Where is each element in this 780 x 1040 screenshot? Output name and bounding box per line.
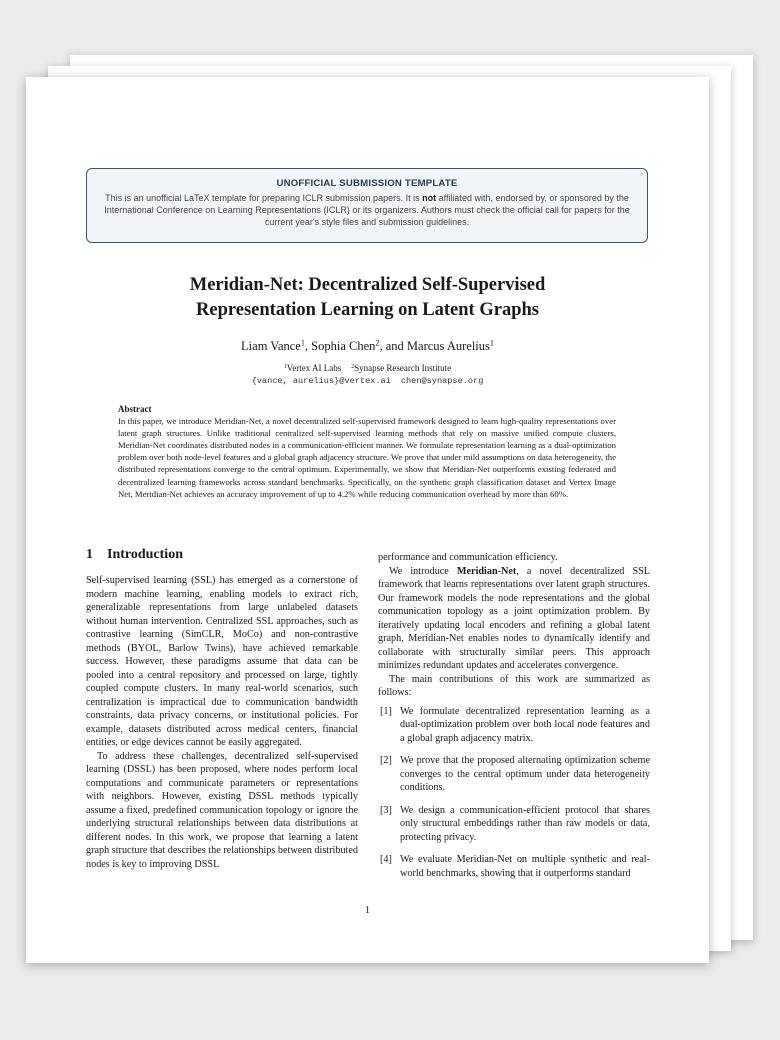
author-affil-mark: 1 <box>300 338 305 348</box>
section-title: Introduction <box>107 547 183 562</box>
affil-mark: 1 <box>283 363 287 370</box>
paper-page <box>26 77 709 963</box>
right-column <box>378 551 650 889</box>
paragraph: performance and communication efficiency. <box>378 552 558 563</box>
section-heading <box>86 547 183 563</box>
author-separator: , and <box>379 339 407 353</box>
list-item <box>378 705 650 746</box>
method-name: Meridian-Net <box>456 565 517 577</box>
notice-text: This is an unofficial LaTeX template for preparing ICLR submission papers. It is <box>105 193 423 203</box>
left-column <box>86 574 358 871</box>
author-affil-mark: 1 <box>489 338 494 348</box>
abstract-text: In this paper, we introduce Meridian-Net, a novel decentralized self-supervised framework designed to learn high-quality representations over latent graph structures. Unlike traditional centralized self-supervised learning methods that rely on massive unified compute clusters, Meridian-Net coordinates distributed nodes in a communication-efficient manner. We formulate representation learning as a dual-optimization problem over both node-level features and a global graph adjacency structure. We prove that under mild assumptions on data heterogeneity, the distributed representations converge to the central optimum. Experimentally, we show that Meridian-Net outperforms existing federated and decentralized learning frameworks across standard benchmarks. Specifically, on the synthetic graph classification dataset and Vertex Image Net, Meridian-Net achieves an accuracy improvement of up to 4.2% while reducing communication overhead by more than 60%. <box>118 416 616 499</box>
email-address: chen@synapse.org <box>400 376 484 386</box>
author-emails <box>26 376 709 386</box>
title-line: Meridian-Net: Decentralized Self-Supervised <box>189 275 546 295</box>
paragraph <box>378 565 650 673</box>
list-marker: [1] <box>380 705 392 717</box>
template-notice-box <box>86 168 648 243</box>
contributions-list <box>378 705 650 881</box>
list-item <box>378 754 650 795</box>
notice-emphasis: not <box>422 193 437 203</box>
list-item-text: We design a communication-efficient protocol that shares only structural embeddings rather than raw models or data, protecting privacy. <box>400 804 650 843</box>
paragraph: The main contributions of this work are summarized as follows: <box>378 673 650 698</box>
notice-title: UNOFFICIAL SUBMISSION TEMPLATE <box>276 178 458 189</box>
author-name: Marcus Aurelius <box>406 339 490 353</box>
notice-text: affiliated with, endorsed by, or sponsored by the International Conference on Learning Representations (ICLR) or its organizers. Authors must check the official call for papers for the current year's style files and submission guidelines. <box>104 193 630 227</box>
affiliation <box>284 363 341 373</box>
email-address: {vance, aurelius}@vertex.ai <box>251 376 391 386</box>
section-number: 1 <box>86 547 93 562</box>
paragraph: To address these challenges, decentralized self-supervised learning (DSSL) has been proposed, where nodes perform local computations and communicate parameters or representations with neighbors. However, existing DSSL methods typically assume a fixed, predefined communication topology or ignore the underlying structural relationships between data distributions at different nodes. In this work, we propose that learning a latent graph structure that describes the relationships between distributed nodes is key to improving DSSL <box>86 750 358 870</box>
paragraph-text: We introduce <box>389 565 457 577</box>
author-name: Sophia Chen <box>311 339 376 353</box>
paragraph: Self-supervised learning (SSL) has emerged as a cornerstone of modern machine learning, enabling models to extract rich, generalizable representations from large unlabeled datasets without human intervention. Centralized SSL approaches, such as contrastive learning (SimCLR, MoCo) and non-contrastive methods (BYOL, Barlow Twins), have achieved remarkable success. However, these paradigms assume that data can be pooled into a central repository and processed on large, tightly coupled compute clusters. In many real-world scenarios, such centralization is impractical due to communication bandwidth constraints, data privacy concerns, or institutional policies. For example, datasets distributed across medical centers, financial entities, or edge devices cannot be easily aggregated. <box>86 575 358 748</box>
list-marker: [2] <box>380 755 392 766</box>
list-item <box>378 804 650 845</box>
paragraph-text: , a novel decentralized SSL framework that learns representations over latent graph structures. Our framework models the node representations and the global communication topology as a joint optimization problem. By iteratively updating local encoders and refining a global latent graph, Meridian-Net enables nodes to dynamically identify and collaborate with structurally similar peers. This approach minimizes redundant updates and accelerates convergence. <box>378 565 650 671</box>
list-item <box>378 853 650 880</box>
affiliations <box>26 363 709 373</box>
list-marker: [3] <box>380 804 392 816</box>
page-number: 1 <box>364 905 371 916</box>
notice-body <box>95 192 639 228</box>
affil-name: Synapse Research Institute <box>354 363 452 373</box>
affiliation <box>351 363 451 373</box>
list-item-text: We prove that the proposed alternating optimization scheme converges to the central optimum under data heterogeneity conditions. <box>400 755 650 793</box>
author-list <box>26 339 709 354</box>
list-item-text: We evaluate Meridian-Net on multiple synthetic and real-world benchmarks, showing that it outperforms standard <box>400 854 650 879</box>
paper-title <box>26 273 709 323</box>
affil-mark: 2 <box>351 363 355 370</box>
author-name: Liam Vance <box>241 339 301 353</box>
title-line: Representation Learning on Latent Graphs <box>196 300 539 320</box>
list-item-text: We formulate decentralized representation learning as a dual-optimization problem over both local node features and a global graph adjacency matrix. <box>400 705 650 744</box>
list-marker: [4] <box>380 854 392 865</box>
affil-name: Vertex AI Labs <box>286 363 342 373</box>
abstract-heading: Abstract <box>118 404 152 414</box>
author-separator: , <box>304 339 312 353</box>
abstract <box>118 403 616 500</box>
author-affil-mark: 2 <box>375 338 380 348</box>
